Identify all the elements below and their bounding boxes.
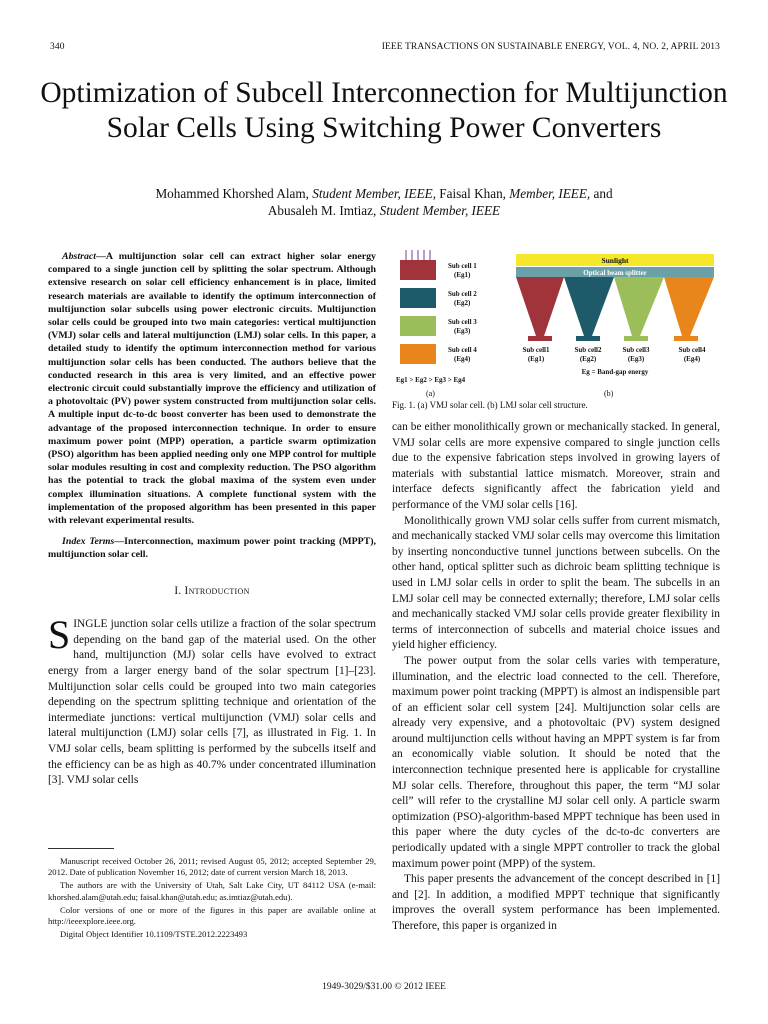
vmj-label: (Eg1) (454, 271, 471, 279)
footnote-rule (48, 848, 114, 849)
vmj-label: (Eg4) (454, 355, 471, 363)
intro-text: INGLE junction solar cells utilize a fraction of the solar spectrum depending on the band gap of the material used. On the other hand, multijunction (MJ) solar cells have evolved to extract energy from a larger energy band of the solar spectrum [1]–[23]. Multijunction solar cells could be grouped into two main categories depending on the spectrum splitting technique and orientation of the intermediate junctions: vertical multijunction (VMJ) solar cells and lateral multijunction (LMJ) solar cells [7], as illustrated in Fig. 1. In VMJ solar cells, beam splitting is performed by the subcells itself and the efficiency can be as high as 40.7% under concentrated illumination [3]. VMJ solar cells (48, 618, 376, 787)
author-name: Faisal Khan, (439, 186, 506, 201)
author-name: Mohammed Khorshed Alam, (155, 186, 309, 201)
intro-paragraph (48, 612, 376, 789)
drop-cap: S (48, 612, 71, 658)
vmj-label: Sub cell 3 (448, 318, 477, 326)
vmj-label: Sub cell 2 (448, 290, 477, 298)
journal-header: IEEE TRANSACTIONS ON SUSTAINABLE ENERGY, VOL. 4, NO. 2, APRIL 2013 (381, 42, 720, 52)
lmj-beam-2 (564, 277, 614, 336)
vmj-label: Sub cell 4 (448, 346, 477, 354)
vmj-label: (Eg3) (454, 327, 471, 335)
lmj-beam-1 (516, 277, 564, 336)
figure-1-diagram (392, 248, 722, 398)
sunlight-label: Sunlight (601, 256, 629, 265)
vmj-cell-2 (400, 288, 436, 308)
right-column (392, 420, 720, 935)
lmj-legend: Eg = Band-gap energy (581, 368, 649, 376)
figure-1 (392, 248, 722, 398)
index-terms-text: —Interconnection, maximum power point tracking (MPPT), multijunction solar cell. (48, 536, 376, 561)
index-terms-lead: Index Terms (62, 536, 115, 548)
lmj-label: Sub cell2 (574, 346, 602, 354)
lmj-label: (Eg3) (627, 355, 645, 363)
author-membership: Member, IEEE, (509, 186, 591, 201)
abstract-text: —A multijunction solar cell can extract higher solar energy compared to a single junction cell by splitting the solar spectrum. Although extensive research on solar cell efficiency enhancement is in place, limited research materials are available to identify the optimum interconnection of multijunction solar subcells using power electronic circuits. Multijunction solar cells could be grouped into two main categories: vertical multijunction (VMJ) solar cells and lateral multijunction (LMJ) solar cells. In this paper, a detailed study to identify the optimum interconnection method for various multijunction solar cells has been conducted. The authors believe that the conducted research in this area is very limited, and an effective power electronic circuit could substantially improve the efficiency and utilization of a photovoltaic (PV) power system constructed from multijunction solar cells. A multiple input dc-to-dc boost converter has been used to demonstrate the advantage of the proposed interconnection technique. In order to ensure maximum power point (MPP) operation, a particle swarm optimization (PSO) algorithm has been applied needing only one MPP control for multiple solar modules resulting in cost and complexity reduction. The PSO algorithm has the potential to track the global maxima of the system even under complex illumination situations. A complete functional system with the implementation of the proposed algorithm has been presented in this paper with relevant experimental results. (48, 251, 376, 527)
vmj-cell-4 (400, 344, 436, 364)
lmj-label: (Eg1) (527, 355, 545, 363)
author-line-2 (40, 202, 728, 219)
vmj-stack (400, 250, 436, 364)
footnote-color: Color versions of one or more of the figures in this paper are available online at http://ieeexplore.ieee.org. (48, 904, 376, 927)
vmj-relation: Eg1 > Eg2 > Eg3 > Eg4 (396, 376, 466, 384)
left-column (48, 250, 376, 789)
lmj-beam-3 (614, 277, 664, 336)
author-line-1 (40, 185, 728, 202)
lmj-cell-4 (674, 336, 698, 341)
section-heading: I. Introduction (174, 584, 250, 597)
abstract (48, 250, 376, 527)
vmj-cell-3 (400, 316, 436, 336)
copyright-footer: 1949-3029/$31.00 © 2012 IEEE (322, 982, 446, 992)
lmj-label: (Eg4) (683, 355, 701, 363)
lmj-cell-3 (624, 336, 648, 341)
body-paragraph: The power output from the solar cells varies with temperature, illumination, and the electric load connected to the cell. Therefore, maximum power point tracking (MPPT) is almost an indispensible part of an efficient solar cell system [24]. Multijunction solar cells are already very expensive, and a photovoltaic (PV) system designed around multijunction cells without having an MPPT system is far from an economically viable solution. It should be noted that the interconnection technique presented here is applicable for crystalline MJ solar cells. Therefore, throughout this paper, the term “MJ solar cell” will refer to the crystalline MJ solar cell only. A particle swarm optimization (PSO)-algorithm-based MPPT technique has been used in this paper where the duty cycles of the dc-to-dc converters are periodically updated with a single MPPT controller to track the global maximum power point (MPP) of the system. (392, 654, 720, 870)
lmj-beam-4 (664, 277, 714, 336)
body-paragraph: can be either monolithically grown or mechanically stacked. In general, VMJ solar cells are more expensive compared to single junction cells due to the expensive fabrication steps involved in growing layers of materials with substantial lattice mismatch. Moreover, strain and interface defects significantly affect the fabrication yield and performance of the VMJ solar cells [16]. (392, 421, 720, 511)
panel-a-label: (a) (426, 389, 435, 398)
author-conjunction: and (593, 186, 613, 201)
abstract-lead: Abstract (62, 251, 97, 262)
lmj-label: Sub cell4 (678, 346, 706, 354)
vmj-label: (Eg2) (454, 299, 471, 307)
lmj-label: Sub cell1 (522, 346, 550, 354)
footnote-doi: Digital Object Identifier 10.1109/TSTE.2012.2223493 (60, 929, 248, 940)
footnotes (48, 856, 376, 942)
lmj-cell-1 (528, 336, 552, 341)
author-membership: Student Member, IEEE (379, 203, 501, 218)
author-block (40, 185, 728, 219)
splitter-label: Optical beam splitter (583, 269, 647, 277)
author-membership: Student Member, IEEE, (312, 186, 436, 201)
lmj-label: Sub cell3 (622, 346, 650, 354)
body-paragraph: This paper presents the advancement of the concept described in [1] and [2]. In addition, a modified MPPT technique that significantly improves the overall system performance has been implemented. Therefore, this paper is organized in (392, 873, 720, 932)
footnote-affiliation: The authors are with the University of Utah, Salt Lake City, UT 84112 USA (e-mail: khorshed.alam@utah.edu; faisal.khan@utah.edu; as.imtiaz@utah.edu). (48, 880, 376, 902)
footnote-manuscript: Manuscript received October 26, 2011; revised August 05, 2012; accepted September 29, 2012. Date of publication November 16, 2012; date of current version March 18, 2013. (48, 856, 376, 878)
page-number: 340 (50, 42, 65, 52)
vmj-label: Sub cell 1 (448, 262, 477, 270)
figure-caption: Fig. 1. (a) VMJ solar cell. (b) LMJ solar cell structure. (392, 400, 588, 410)
lmj-cell-2 (576, 336, 600, 341)
paper-title: Optimization of Subcell Interconnection for Multijunction Solar Cells Using Switching Power Converters (40, 77, 728, 144)
light-rays (406, 250, 430, 260)
author-name: Abusaleh M. Imtiaz, (267, 203, 377, 218)
index-terms (48, 535, 376, 561)
lmj-label: (Eg2) (579, 355, 597, 363)
vmj-cell-1 (400, 260, 436, 280)
body-paragraph: Monolithically grown VMJ solar cells suffer from current mismatch, and mechanically stacked VMJ solar cells may overcome this limitation by inserting nonconductive tunnel junctions between subcells. On the other hand, optical splitter such as dichroic beam splitting technique is used in LMJ solar cells in order to split the beam. The subcells in an LMJ solar cell may be connected externally; therefore, LMJ solar cells and mechanically stacked VMJ solar cells provide greater flexibility in terms of interconnection of subcells and material choice issues and yield higher efficiency. (392, 514, 720, 652)
panel-b-label: (b) (604, 389, 614, 398)
lmj-labels (522, 346, 706, 376)
